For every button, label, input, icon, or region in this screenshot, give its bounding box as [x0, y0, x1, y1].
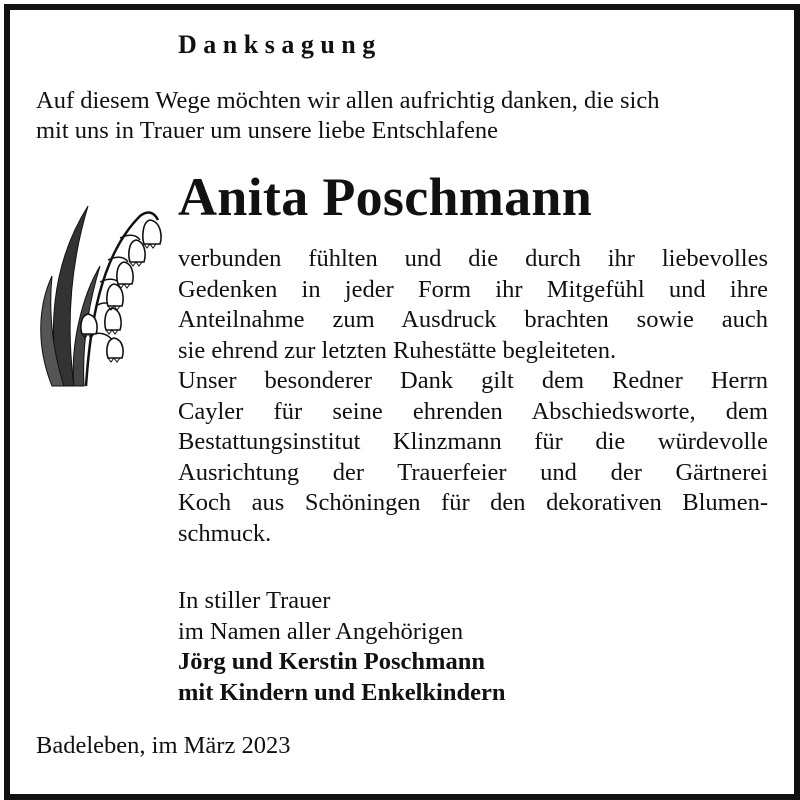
- body-line: schmuck.: [178, 519, 272, 547]
- mourners-family: mit Kindern und Enkelkindern: [178, 678, 506, 706]
- body-line: Cayler für seine ehrenden Abschiedsworte, dem: [178, 397, 768, 425]
- deceased-name: Anita Poschmann: [178, 167, 593, 227]
- lily-of-the-valley-icon: [30, 186, 166, 398]
- intro-line: Auf diesem Wege möchten wir allen aufrichtig danken, die sich: [36, 87, 660, 114]
- closing-line: im Namen aller Angehörigen: [178, 617, 464, 645]
- intro-text: [36, 86, 771, 146]
- body-line: Gedenken in jeder Form ihr Mitgefühl und ihre: [178, 275, 768, 303]
- body-line: Unser besonderer Dank gilt dem Redner Herrn: [178, 367, 768, 394]
- closing-block: [178, 586, 505, 708]
- body-line: sie ehrend zur letzten Ruhestätte begleiteten.: [178, 336, 617, 364]
- body-line: Anteilnahme zum Ausdruck brachten sowie auch: [178, 306, 768, 333]
- closing-line: In stiller Trauer: [178, 587, 331, 614]
- notice-heading: Danksagung: [178, 30, 382, 59]
- intro-line: mit uns in Trauer um unsere liebe Entschlafene: [36, 117, 498, 144]
- body-line: verbunden fühlten und die durch ihr liebevolles: [178, 245, 768, 272]
- mourners-names: Jörg und Kerstin Poschmann: [178, 648, 485, 675]
- body-text: [178, 244, 768, 549]
- body-line: Koch aus Schöningen für den dekorativen Blumen-: [178, 489, 768, 516]
- place-date: Badeleben, im März 2023: [36, 732, 291, 759]
- body-line: Ausrichtung der Trauerfeier und der Gärtnerei: [178, 458, 768, 486]
- body-line: Bestattungsinstitut Klinzmann für die würdevolle: [178, 428, 768, 455]
